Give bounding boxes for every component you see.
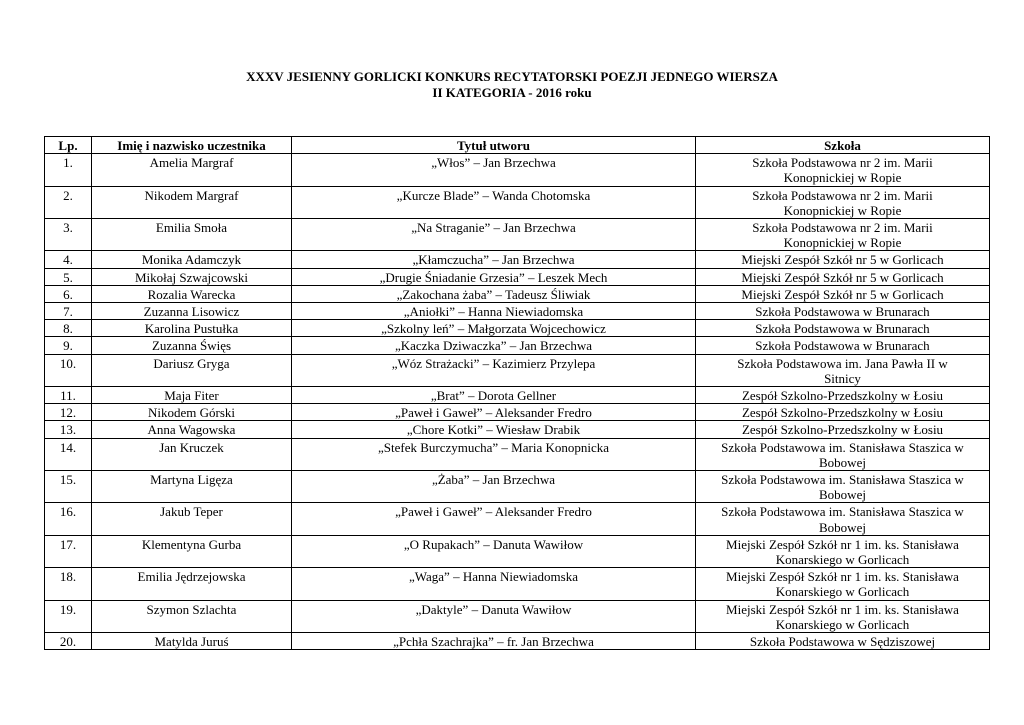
cell-participant-name: Anna Wagowska — [92, 421, 292, 438]
column-header-name: Imię i nazwisko uczestnika — [92, 137, 292, 154]
cell-participant-name: Maja Fiter — [92, 387, 292, 404]
cell-poem-title: „Paweł i Gaweł” – Aleksander Fredro — [292, 503, 696, 535]
cell-lp: 5. — [45, 268, 92, 285]
table-row — [45, 568, 990, 600]
cell-lp: 7. — [45, 303, 92, 320]
table-row — [45, 354, 990, 386]
cell-participant-name: Karolina Pustułka — [92, 320, 292, 337]
cell-school — [696, 354, 990, 386]
cell-poem-title: „Kurcze Blade” – Wanda Chotomska — [292, 186, 696, 218]
table-row — [45, 285, 990, 302]
cell-poem-title: „Aniołki” – Hanna Niewiadomska — [292, 303, 696, 320]
school-line: Szkoła Podstawowa w Sędziszowej — [749, 634, 936, 650]
cell-poem-title: „Żaba” – Jan Brzechwa — [292, 471, 696, 503]
school-line: Konopnickiej w Ropie — [783, 170, 902, 186]
table-row — [45, 503, 990, 535]
participants-table — [44, 136, 990, 650]
table-row — [45, 320, 990, 337]
cell-participant-name: Zuzanna Lisowicz — [92, 303, 292, 320]
cell-participant-name: Szymon Szlachta — [92, 600, 292, 632]
school-line: Zespół Szkolno-Przedszkolny w Łosiu — [741, 388, 944, 404]
cell-school — [696, 337, 990, 354]
table-row — [45, 438, 990, 470]
document-title: XXXV JESIENNY GORLICKI KONKURS RECYTATORSKI POEZJI JEDNEGO WIERSZA — [246, 69, 778, 84]
cell-poem-title: „Chore Kotki” – Wiesław Drabik — [292, 421, 696, 438]
cell-poem-title: „Waga” – Hanna Niewiadomska — [292, 568, 696, 600]
cell-school — [696, 268, 990, 285]
cell-poem-title: „Kaczka Dziwaczka” – Jan Brzechwa — [292, 337, 696, 354]
cell-lp: 16. — [45, 503, 92, 535]
school-line: Bobowej — [819, 519, 866, 535]
school-line: Miejski Zespół Szkół nr 5 w Gorlicach — [741, 252, 944, 268]
cell-school — [696, 600, 990, 632]
column-header-title: Tytuł utworu — [292, 137, 696, 154]
school-line: Miejski Zespół Szkół nr 5 w Gorlicach — [741, 286, 944, 302]
table-row — [45, 471, 990, 503]
cell-participant-name: Amelia Margraf — [92, 154, 292, 186]
table-row — [45, 404, 990, 421]
cell-participant-name: Monika Adamczyk — [92, 251, 292, 268]
cell-lp: 9. — [45, 337, 92, 354]
cell-school — [696, 387, 990, 404]
school-line: Szkoła Podstawowa im. Stanisława Staszica w — [721, 439, 964, 455]
school-line: Sitnicy — [824, 370, 861, 386]
cell-poem-title: „Na Straganie” – Jan Brzechwa — [292, 219, 696, 251]
cell-lp: 6. — [45, 285, 92, 302]
cell-poem-title: „Brat” – Dorota Gellner — [292, 387, 696, 404]
cell-participant-name: Nikodem Górski — [92, 404, 292, 421]
cell-poem-title: „Wóz Strażacki” – Kazimierz Przylepa — [292, 354, 696, 386]
cell-poem-title: „Kłamczucha” – Jan Brzechwa — [292, 251, 696, 268]
school-line: Bobowej — [819, 487, 866, 503]
school-line: Miejski Zespół Szkół nr 5 w Gorlicach — [741, 269, 944, 285]
cell-poem-title: „Paweł i Gaweł” – Aleksander Fredro — [292, 404, 696, 421]
document-subtitle: II KATEGORIA - 2016 roku — [432, 84, 592, 100]
cell-lp: 18. — [45, 568, 92, 600]
cell-participant-name: Jan Kruczek — [92, 438, 292, 470]
cell-participant-name: Nikodem Margraf — [92, 186, 292, 218]
cell-poem-title: „O Rupakach” – Danuta Wawiłow — [292, 535, 696, 567]
cell-participant-name: Matylda Juruś — [92, 633, 292, 650]
cell-poem-title: „Zakochana żaba” – Tadeusz Śliwiak — [292, 285, 696, 302]
cell-lp: 15. — [45, 471, 92, 503]
school-line: Konarskiego w Gorlicach — [775, 616, 910, 632]
school-line: Szkoła Podstawowa w Brunarach — [755, 304, 930, 320]
school-line: Szkoła Podstawowa im. Stanisława Staszica w — [721, 472, 964, 488]
cell-lp: 13. — [45, 421, 92, 438]
cell-lp: 3. — [45, 219, 92, 251]
cell-lp: 12. — [45, 404, 92, 421]
cell-lp: 20. — [45, 633, 92, 650]
table-row — [45, 387, 990, 404]
cell-school — [696, 404, 990, 421]
table-header-row — [45, 137, 990, 154]
cell-school — [696, 568, 990, 600]
school-line: Zespół Szkolno-Przedszkolny w Łosiu — [741, 405, 944, 421]
cell-school — [696, 503, 990, 535]
table-row — [45, 219, 990, 251]
table-row — [45, 154, 990, 186]
school-line: Zespół Szkolno-Przedszkolny w Łosiu — [741, 422, 944, 438]
column-header-lp: Lp. — [45, 137, 92, 154]
cell-lp: 14. — [45, 438, 92, 470]
cell-poem-title: „Szkolny leń” – Małgorzata Wojcechowicz — [292, 320, 696, 337]
school-line: Konopnickiej w Ropie — [783, 202, 902, 218]
table-row — [45, 633, 990, 650]
cell-poem-title: „Drugie Śniadanie Grzesia” – Leszek Mech — [292, 268, 696, 285]
school-line: Konarskiego w Gorlicach — [775, 584, 910, 600]
cell-participant-name: Emilia Jędrzejowska — [92, 568, 292, 600]
cell-lp: 1. — [45, 154, 92, 186]
table-row — [45, 421, 990, 438]
school-line: Szkoła Podstawowa nr 2 im. Marii — [752, 155, 933, 171]
school-line: Konarskiego w Gorlicach — [775, 552, 910, 568]
cell-poem-title: „Stefek Burczymucha” – Maria Konopnicka — [292, 438, 696, 470]
cell-school — [696, 421, 990, 438]
cell-school — [696, 285, 990, 302]
cell-lp: 4. — [45, 251, 92, 268]
table-row — [45, 303, 990, 320]
table-row — [45, 337, 990, 354]
cell-participant-name: Dariusz Gryga — [92, 354, 292, 386]
cell-lp: 10. — [45, 354, 92, 386]
school-line: Szkoła Podstawowa im. Stanisława Staszica w — [721, 504, 964, 520]
column-header-school: Szkoła — [696, 137, 990, 154]
cell-participant-name: Jakub Teper — [92, 503, 292, 535]
cell-poem-title: „Pchła Szachrajka” – fr. Jan Brzechwa — [292, 633, 696, 650]
cell-school — [696, 438, 990, 470]
table-body — [45, 154, 990, 650]
cell-school — [696, 471, 990, 503]
cell-school — [696, 154, 990, 186]
cell-participant-name: Klementyna Gurba — [92, 535, 292, 567]
table-row — [45, 268, 990, 285]
school-line: Szkoła Podstawowa w Brunarach — [755, 321, 930, 337]
school-line: Konopnickiej w Ropie — [783, 235, 902, 251]
cell-school — [696, 186, 990, 218]
school-line: Szkoła Podstawowa im. Jana Pawła II w — [737, 355, 948, 371]
school-line: Szkoła Podstawowa w Brunarach — [755, 338, 930, 354]
cell-participant-name: Emilia Smoła — [92, 219, 292, 251]
school-line: Miejski Zespół Szkół nr 1 im. ks. Stanisława — [726, 601, 959, 617]
table-row — [45, 535, 990, 567]
school-line: Bobowej — [819, 454, 866, 470]
school-line: Szkoła Podstawowa nr 2 im. Marii — [752, 220, 933, 236]
cell-lp: 17. — [45, 535, 92, 567]
table-row — [45, 186, 990, 218]
cell-poem-title: „Daktyle” – Danuta Wawiłow — [292, 600, 696, 632]
cell-school — [696, 251, 990, 268]
cell-lp: 19. — [45, 600, 92, 632]
cell-school — [696, 320, 990, 337]
cell-school — [696, 535, 990, 567]
document-header — [0, 69, 1024, 100]
cell-lp: 2. — [45, 186, 92, 218]
cell-participant-name: Zuzanna Święs — [92, 337, 292, 354]
school-line: Miejski Zespół Szkół nr 1 im. ks. Stanisława — [726, 536, 959, 552]
cell-participant-name: Mikołaj Szwajcowski — [92, 268, 292, 285]
school-line: Miejski Zespół Szkół nr 1 im. ks. Stanisława — [726, 569, 959, 585]
table-row — [45, 600, 990, 632]
cell-lp: 11. — [45, 387, 92, 404]
table-row — [45, 251, 990, 268]
cell-participant-name: Martyna Ligęza — [92, 471, 292, 503]
cell-school — [696, 219, 990, 251]
cell-school — [696, 303, 990, 320]
cell-poem-title: „Włos” – Jan Brzechwa — [292, 154, 696, 186]
school-line: Szkoła Podstawowa nr 2 im. Marii — [752, 187, 933, 203]
cell-lp: 8. — [45, 320, 92, 337]
cell-participant-name: Rozalia Warecka — [92, 285, 292, 302]
cell-school — [696, 633, 990, 650]
